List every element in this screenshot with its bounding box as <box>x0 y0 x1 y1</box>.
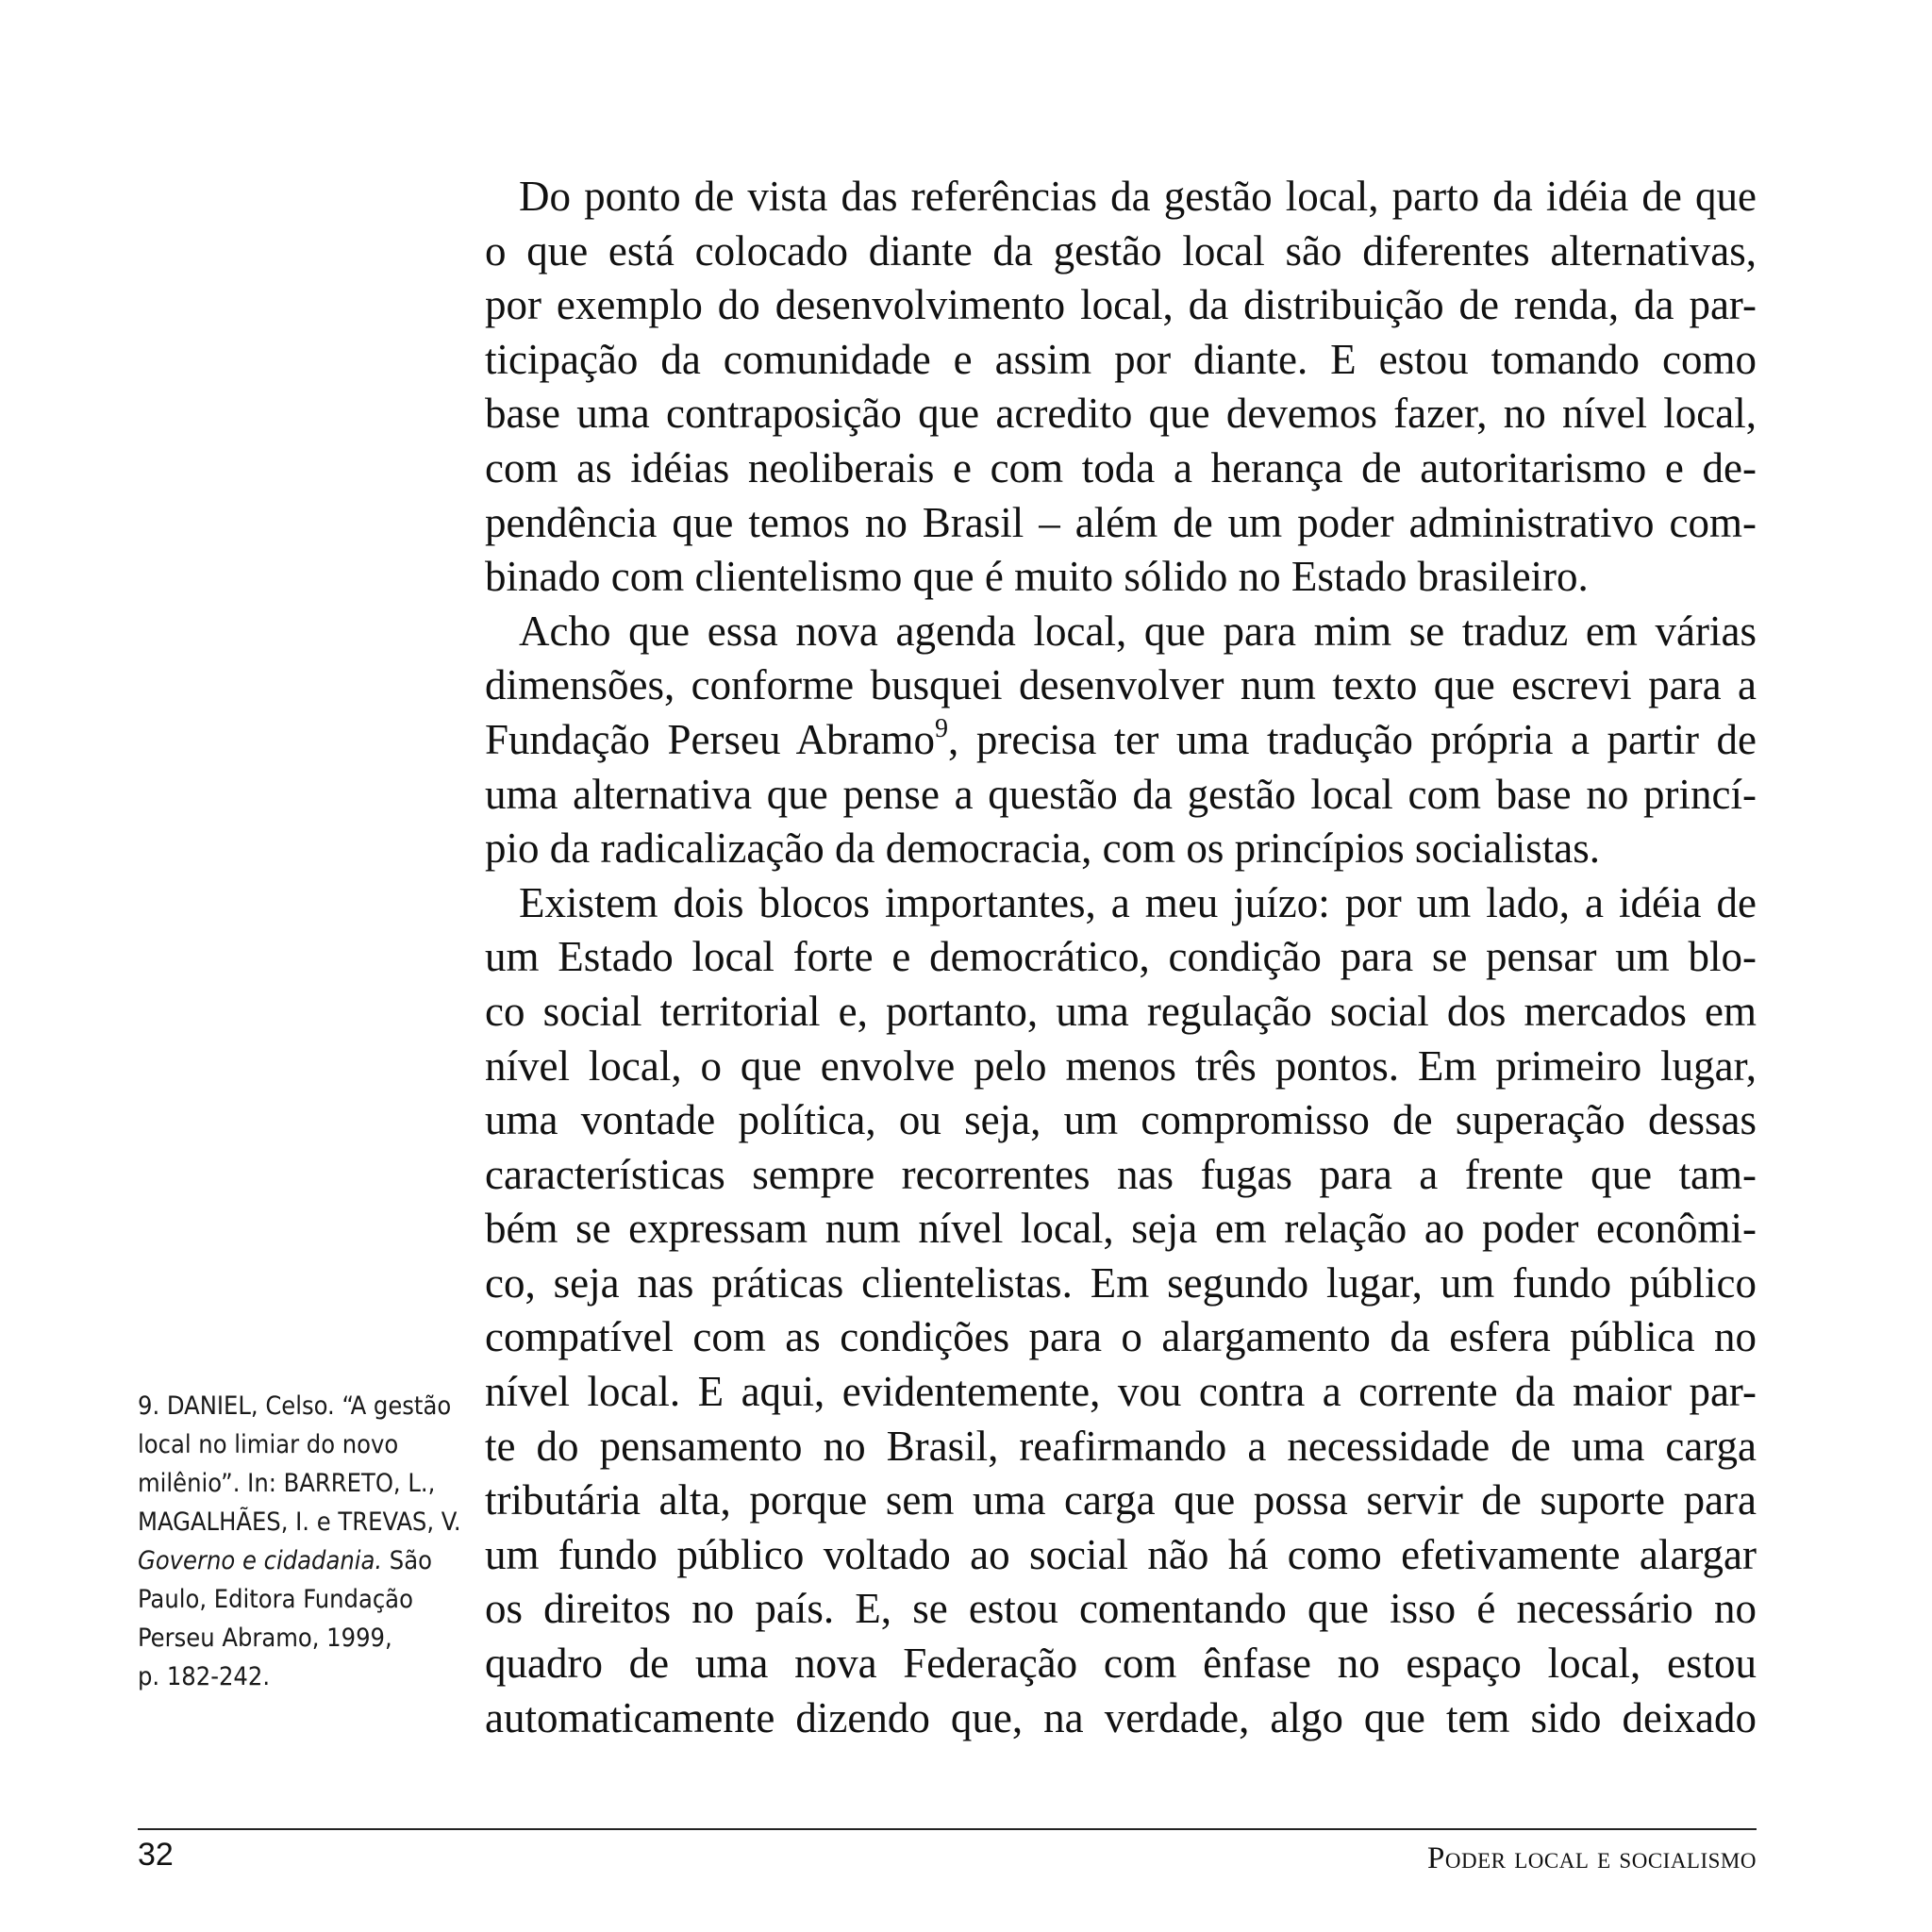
text-line: nível local. E aqui, evidentemente, vou contra a corrente da maior par- <box>485 1368 1757 1416</box>
paragraph-1 <box>485 170 1757 605</box>
text-line: te do pensamento no Brasil, reafirmando a necessidade de uma carga <box>485 1422 1757 1470</box>
text-line: o que está colocado diante da gestão local são diferentes alternativas, <box>485 226 1757 275</box>
text-line: nível local, o que envolve pelo menos três pontos. Em primeiro lugar, <box>485 1041 1757 1090</box>
text-line: um Estado local forte e democrático, condição para se pensar um blo- <box>485 933 1757 981</box>
footnote-line: Perseu Abramo, 1999, <box>138 1624 392 1653</box>
running-title: Poder local e socialismo <box>1427 1841 1757 1875</box>
text-segment: Fundação Perseu Abramo <box>485 715 936 763</box>
text-line: base uma contraposição que acredito que devemos fazer, no nível local, <box>485 390 1757 438</box>
footnote-segment: São <box>382 1546 432 1575</box>
footnote-reference[interactable]: 9 <box>935 713 949 743</box>
footnote-line: 9. DANIEL, Celso. “A gestão <box>138 1391 452 1421</box>
paragraph-2 <box>485 605 1757 876</box>
text-line: Do ponto de vista das referências da gestão local, parto da idéia de que <box>519 173 1757 220</box>
footer-rule <box>138 1828 1757 1830</box>
footnote-line: local no limiar do novo <box>138 1430 399 1459</box>
footnote-line <box>138 1541 440 1580</box>
text-line: automaticamente dizendo que, na verdade, algo que tem sido deixado <box>485 1693 1757 1741</box>
footnote-line: Paulo, Editora Fundação <box>138 1585 413 1614</box>
text-line: um fundo público voltado ao social não há como efetivamente alargar <box>485 1530 1757 1578</box>
text-line: os direitos no país. E, se estou comentando que isso é necessário no <box>485 1585 1757 1633</box>
text-line: Existem dois blocos importantes, a meu juízo: por um lado, a idéia de <box>519 878 1757 926</box>
text-line: quadro de uma nova Federação com ênfase no espaço local, estou <box>485 1640 1757 1688</box>
text-line: bém se expressam num nível local, seja em relação ao poder econômi- <box>485 1205 1757 1253</box>
text-line: co social territorial e, portanto, uma regulação social dos mercados em <box>485 987 1757 1035</box>
text-line: ticipação da comunidade e assim por diante. E estou tomando como <box>485 335 1757 383</box>
text-line: co, seja nas práticas clientelistas. Em segundo lugar, um fundo público <box>485 1258 1757 1307</box>
paragraph-3 <box>485 876 1757 1746</box>
text-line: tributária alta, porque sem uma carga que possa servir de suporte para <box>485 1476 1757 1524</box>
text-line: Acho que essa nova agenda local, que para mim se traduz em várias <box>519 607 1757 655</box>
text-line: com as idéias neoliberais e com toda a herança de autoritarismo e de- <box>485 443 1757 491</box>
page-number: 32 <box>138 1837 174 1873</box>
body-text <box>485 170 1757 1745</box>
text-line-with-footnote-ref <box>485 713 1757 768</box>
footnote-line: MAGALHÃES, I. e TREVAS, V. <box>138 1507 461 1537</box>
text-line: pio da radicalização da democracia, com os princípios socialistas. <box>485 824 1601 873</box>
book-title: Governo e cidadania. <box>138 1546 383 1575</box>
footnote-line: p. 182-242. <box>138 1662 271 1691</box>
text-line: dimensões, conforme busquei desenvolver num texto que escrevi para a <box>485 661 1757 709</box>
text-line: por exemplo do desenvolvimento local, da distribuição de renda, da par- <box>485 281 1757 329</box>
text-line: uma vontade política, ou seja, um compromisso de superação dessas <box>485 1096 1757 1144</box>
footnote-line: milênio”. In: BARRETO, L., <box>138 1469 436 1498</box>
text-line: uma alternativa que pense a questão da gestão local com base no princí- <box>485 770 1757 818</box>
footnote-9 <box>138 1387 461 1696</box>
text-line: pendência que temos no Brasil – além de um poder administrativo com- <box>485 498 1757 546</box>
text-line: características sempre recorrentes nas fugas para a frente que tam- <box>485 1150 1757 1198</box>
text-line: compatível com as condições para o alargamento da esfera pública no <box>485 1313 1757 1361</box>
text-line: binado com clientelismo que é muito sólido no Estado brasileiro. <box>485 553 1589 601</box>
text-segment: , precisa ter uma tradução própria a partir de <box>948 715 1757 763</box>
